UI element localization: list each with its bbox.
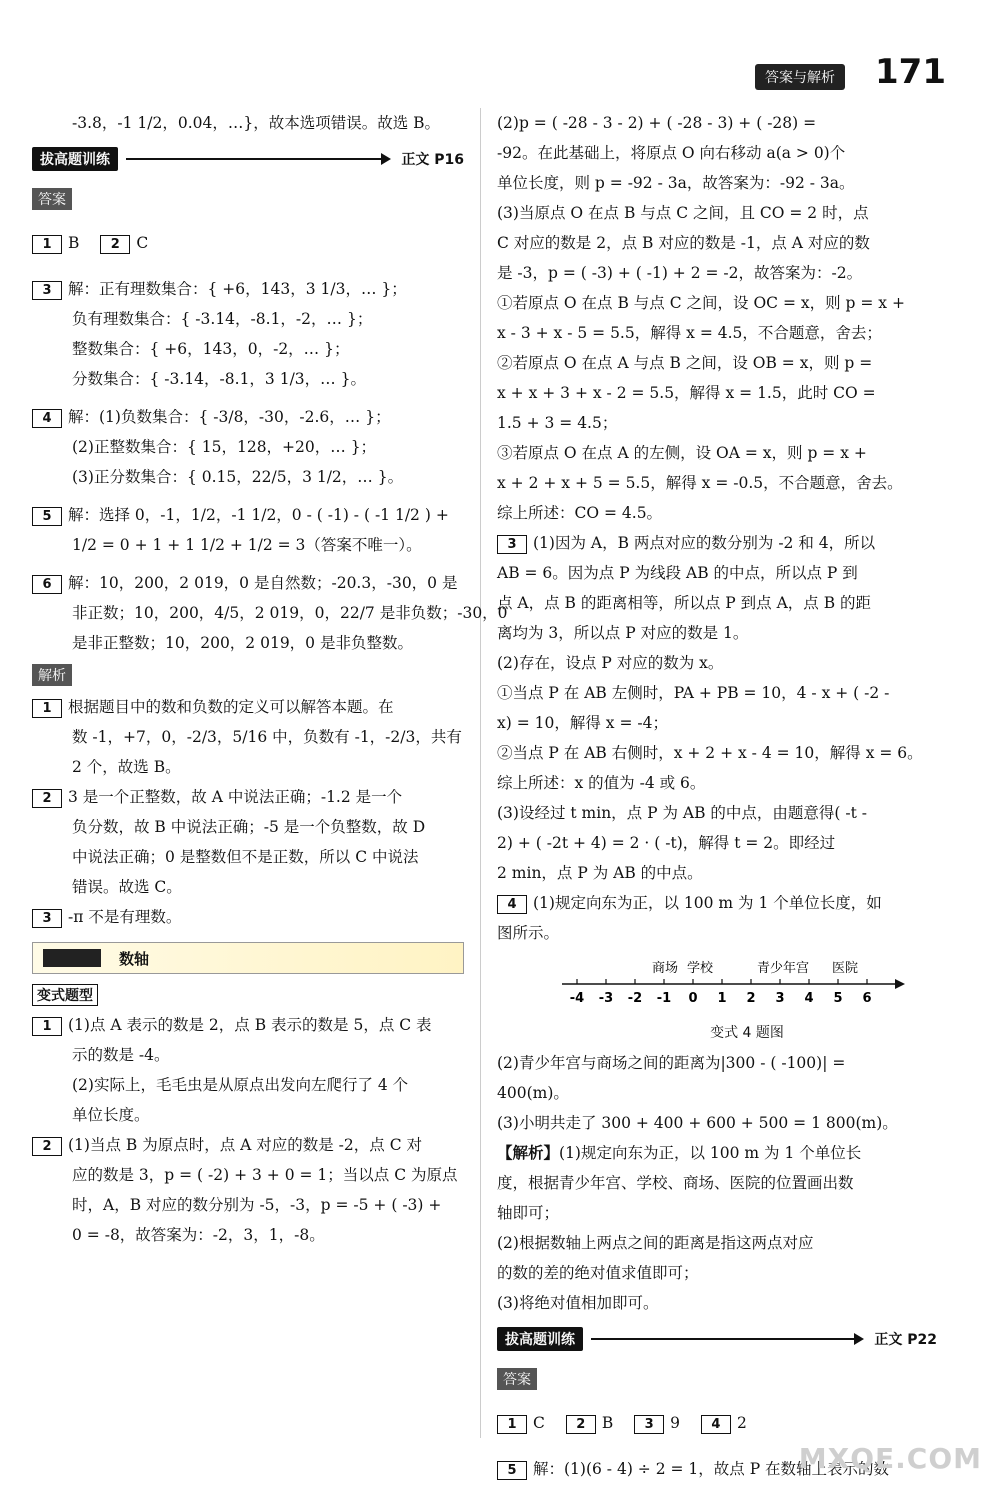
variant-2 xyxy=(32,1130,464,1250)
analysis-2 xyxy=(32,782,464,902)
tick-label: -1 xyxy=(656,991,672,1006)
text-line: ②当点 P 在 AB 右侧时，x + 2 + x - 4 = 10，解得 x = 6。 xyxy=(497,744,923,762)
text-line: x) = 10，解得 x = -4； xyxy=(497,714,668,732)
arrow-icon xyxy=(126,158,389,160)
text-line: (3)当原点 O 在点 B 与点 C 之间，且 CO = 2 时，点 xyxy=(497,204,869,222)
problem-6 xyxy=(32,568,508,658)
tick-label: 3 xyxy=(775,991,785,1006)
text-line: 3 是一个正整数，故 A 中说法正确；-1.2 是一个 xyxy=(68,788,403,806)
tick-label: 4 xyxy=(804,991,814,1006)
variant-label: 变式题型 xyxy=(32,984,98,1006)
problem-3 xyxy=(32,274,464,394)
text-line: x + 2 + x + 5 = 5.5，解得 x = -0.5，不合题意，舍去。 xyxy=(497,474,903,492)
text-line: 400(m)。 xyxy=(497,1084,569,1102)
text-line: 2 min，点 P 为 AB 的中点。 xyxy=(497,864,703,882)
text-line: -92。在此基础上，将原点 O 向右移动 a(a > 0)个 xyxy=(497,144,846,162)
tick-label: -2 xyxy=(627,991,643,1006)
tick-group xyxy=(570,979,872,1006)
answer-value: C xyxy=(533,1414,545,1432)
question-number: 2 xyxy=(32,789,62,808)
answer-value: B xyxy=(601,1414,614,1432)
section-title: 数轴 xyxy=(119,949,150,968)
text-line: 点 A，点 B 的距离相等，所以点 P 到点 A，点 B 的距 xyxy=(497,594,872,612)
text-line: 分数集合：{ -3.14，-8.1，3 1/3，… }。 xyxy=(72,370,366,388)
text-line: x + x + 3 + x - 2 = 5.5，解得 x = 1.5，此时 CO = xyxy=(497,384,876,402)
text-line: 错误。故选 C。 xyxy=(72,878,182,896)
problem-4 xyxy=(32,402,464,492)
question-number: 4 xyxy=(32,409,62,428)
text-line: -3.8，-1 1/2，0.04，…}，故本选项错误。故选 B。 xyxy=(72,114,441,132)
text-line: 负分数，故 B 中说法正确；-5 是一个负整数，故 D xyxy=(72,818,426,836)
text-line: x - 3 + x - 5 = 5.5，解得 x = 4.5，不合题意，舍去； xyxy=(497,324,882,342)
text-line: 是非正整数；10，200，2 019，0 是非负整数。 xyxy=(72,634,413,652)
question-number: 1 xyxy=(32,1017,62,1036)
variant-4-continued xyxy=(497,1048,937,1318)
text-line: 的数的差的绝对值求值即可； xyxy=(497,1264,699,1282)
text-line: 2 个，故选 B。 xyxy=(72,758,181,776)
text-line: (2)p = ( -28 - 3 - 2) + ( -28 - 3) + ( -28) = xyxy=(497,114,817,132)
text-line: (3)将绝对值相加即可。 xyxy=(497,1294,659,1312)
text-line: 图所示。 xyxy=(497,924,560,942)
analysis-3 xyxy=(32,902,464,932)
question-number: 3 xyxy=(32,909,62,928)
tick-label: 5 xyxy=(833,991,843,1006)
text-line: (2)实际上，毛毛虫是从原点出发向左爬行了 4 个 xyxy=(72,1076,409,1094)
place-label: 医院 xyxy=(832,961,859,976)
banner-ref: 正文 P16 xyxy=(401,152,464,168)
practice-banner xyxy=(497,1326,937,1352)
question-number: 6 xyxy=(32,575,62,594)
section-block-icon xyxy=(43,949,101,967)
question-number: 3 xyxy=(634,1415,664,1434)
text-line: 中说法正确；0 是整数但不是正数，所以 C 中说法 xyxy=(72,848,419,866)
question-number: 3 xyxy=(32,281,62,300)
text-line: (1)当点 B 为原点时，点 A 对应的数是 -2，点 C 对 xyxy=(68,1136,422,1154)
figure-caption: 变式 4 题图 xyxy=(710,1025,784,1041)
place-label: 商场 xyxy=(652,961,679,976)
question-number: 2 xyxy=(566,1415,596,1434)
text-line: 解：正有理数集合：{ +6，143，3 1/3，… }； xyxy=(68,280,407,298)
text-line: 解：(1)(6 - 4) ÷ 2 = 1，故点 P 在数轴上表示的数 xyxy=(533,1460,890,1478)
text-line: (3)设经过 t min，点 P 为 AB 的中点，由题意得( -t - xyxy=(497,804,868,822)
text-line: 时，A，B 对应的数分别为 -5，-3，p = -5 + ( -3) + xyxy=(72,1196,442,1214)
text-line: 非正数；10，200，4/5，2 019，0，22/7 是非负数；-30，0 xyxy=(72,604,508,622)
text-line: -π 不是有理数。 xyxy=(68,908,182,926)
page-number: 171 xyxy=(875,52,946,92)
question-number: 4 xyxy=(497,895,527,914)
banner-ref: 正文 P22 xyxy=(874,1332,937,1348)
variant-3 xyxy=(497,528,937,888)
analysis-label: 解析 xyxy=(32,664,72,686)
question-number: 5 xyxy=(497,1461,527,1480)
text-line: ①若原点 O 在点 B 与点 C 之间，设 OC = x，则 p = x + xyxy=(497,294,905,312)
text-line: (1)点 A 表示的数是 2，点 B 表示的数是 5，点 C 表 xyxy=(68,1016,432,1034)
text-line: 示的数是 -4。 xyxy=(72,1046,170,1064)
answer-value: 2 xyxy=(736,1414,747,1432)
tick-label: 0 xyxy=(688,991,698,1006)
text-line: (2)正整数集合：{ 15，128，+20，… }； xyxy=(72,438,377,456)
text-line: 单位长度。 xyxy=(72,1106,150,1124)
text-line: 整数集合：{ +6，143，0，-2，… }； xyxy=(72,340,350,358)
question-number: 5 xyxy=(32,507,62,526)
text-line: 度，根据青少年宫、学校、商场、医院的位置画出数 xyxy=(497,1174,854,1192)
text-line: 轴即可； xyxy=(497,1204,560,1222)
tick-label: -3 xyxy=(598,991,614,1006)
text-line: 1/2 = 0 + 1 + 1 1/2 + 1/2 = 3（答案不唯一）。 xyxy=(72,536,422,554)
text-line: (2)青少年宫与商场之间的距离为|300 - ( -100)| = xyxy=(497,1054,846,1072)
question-number: 1 xyxy=(497,1415,527,1434)
answer-value: C xyxy=(136,234,149,252)
banner-tag: 拔高题训练 xyxy=(497,1327,583,1351)
number-line-svg xyxy=(557,954,907,1016)
analysis-tag: 【解析】 xyxy=(497,1143,560,1162)
answer-value: 9 xyxy=(670,1414,681,1432)
answer-row xyxy=(497,1406,937,1440)
answer-label: 答案 xyxy=(497,1368,537,1390)
column-divider xyxy=(480,108,481,1438)
page-header xyxy=(755,52,980,98)
question-number: 2 xyxy=(32,1137,62,1156)
text-line: 负有理数集合：{ -3.14，-8.1，-2，… }； xyxy=(72,310,373,328)
text-line: 综上所述：x 的值为 -4 或 6。 xyxy=(497,774,706,792)
text-line: 应的数是 3，p = ( -2) + 3 + 0 = 1；当以点 C 为原点 xyxy=(72,1166,458,1184)
text-line: (1)规定向东为正，以 100 m 为 1 个单位长度，如 xyxy=(533,894,882,912)
question-number: 2 xyxy=(100,235,130,254)
place-label: 学校 xyxy=(687,961,714,976)
right-column xyxy=(497,108,937,1484)
variant-1 xyxy=(32,1010,464,1130)
text-line: (3)小明共走了 300 + 400 + 600 + 500 = 1 800(m)。 xyxy=(497,1114,898,1132)
question-number: 4 xyxy=(701,1415,731,1434)
text-line: 解：(1)负数集合：{ -3/8，-30，-2.6，… }； xyxy=(68,408,391,426)
arrow-icon xyxy=(895,979,905,989)
variant-2-continued xyxy=(497,108,937,528)
text-line: 离均为 3，所以点 P 对应的数是 1。 xyxy=(497,624,749,642)
text-line: 根据题目中的数和负数的定义可以解答本题。在 xyxy=(68,698,394,716)
place-label: 青少年宫 xyxy=(757,961,810,976)
tick-label: -4 xyxy=(569,991,585,1006)
text-line: 0 = -8，故答案为：-2，3，1，-8。 xyxy=(72,1226,325,1244)
text-line: 解：选择 0，-1，1/2，-1 1/2，0 - ( -1) - ( -1 1/2 ) + xyxy=(68,506,449,524)
text-line: 综上所述：CO = 4.5。 xyxy=(497,504,663,522)
tick-label: 2 xyxy=(746,991,756,1006)
left-column xyxy=(32,108,508,1250)
text-line: 解：10，200，2 019，0 是自然数；-20.3，-30，0 是 xyxy=(68,574,458,592)
question-number: 3 xyxy=(497,535,527,554)
analysis-1 xyxy=(32,692,464,782)
text-line: 2) + ( -2t + 4) = 2 · ( -t)，解得 t = 2。即经过 xyxy=(497,834,836,852)
text-line: ②若原点 O 在点 A 与点 B 之间，设 OB = x，则 p = xyxy=(497,354,873,372)
text-line: 数 -1，+7，0，-2/3，5/16 中，负数有 -1，-2/3，共有 xyxy=(72,728,462,746)
number-line-figure xyxy=(557,954,937,1042)
tick-label: 6 xyxy=(862,991,872,1006)
problem-5 xyxy=(32,500,464,560)
text-line: ①当点 P 在 AB 左侧时，PA + PB = 10，4 - x + ( -2 - xyxy=(497,684,890,702)
tick-label: 1 xyxy=(717,991,727,1006)
text-line: (1)规定向东为正，以 100 m 为 1 个单位长 xyxy=(559,1144,862,1162)
text-line: (2)根据数轴上两点之间的距离是指这两点对应 xyxy=(497,1234,814,1252)
arrow-icon xyxy=(591,1338,862,1340)
watermark: MXQE.COM xyxy=(798,1442,982,1475)
answer-label: 答案 xyxy=(32,188,72,210)
variant-4 xyxy=(497,888,937,948)
text-line: (1)因为 A，B 两点对应的数分别为 -2 和 4，所以 xyxy=(533,534,876,552)
section-tab: 答案与解析 xyxy=(755,64,845,90)
text-line: (2)存在，设点 P 对应的数为 x。 xyxy=(497,654,724,672)
text-line: 是 -3，p = ( -3) + ( -1) + 2 = -2，故答案为：-2。 xyxy=(497,264,863,282)
text-line: 1.5 + 3 = 4.5； xyxy=(497,414,618,432)
answer-value: B xyxy=(68,234,80,252)
text-line: ③若原点 O 在点 A 的左侧，设 OA = x，则 p = x + xyxy=(497,444,867,462)
banner-tag: 拔高题训练 xyxy=(32,147,118,171)
question-number: 1 xyxy=(32,699,62,718)
text-line: 单位长度，则 p = -92 - 3a，故答案为：-92 - 3a。 xyxy=(497,174,855,192)
text-line: C 对应的数是 2，点 B 对应的数是 -1，点 A 对应的数 xyxy=(497,234,870,252)
answer-row xyxy=(32,226,464,260)
text-line: (3)正分数集合：{ 0.15，22/5，3 1/2，… }。 xyxy=(72,468,404,486)
practice-banner xyxy=(32,146,464,172)
question-number: 1 xyxy=(32,235,62,254)
section-bar xyxy=(32,942,464,974)
text-line: AB = 6。因为点 P 为线段 AB 的中点，所以点 P 到 xyxy=(497,564,858,582)
